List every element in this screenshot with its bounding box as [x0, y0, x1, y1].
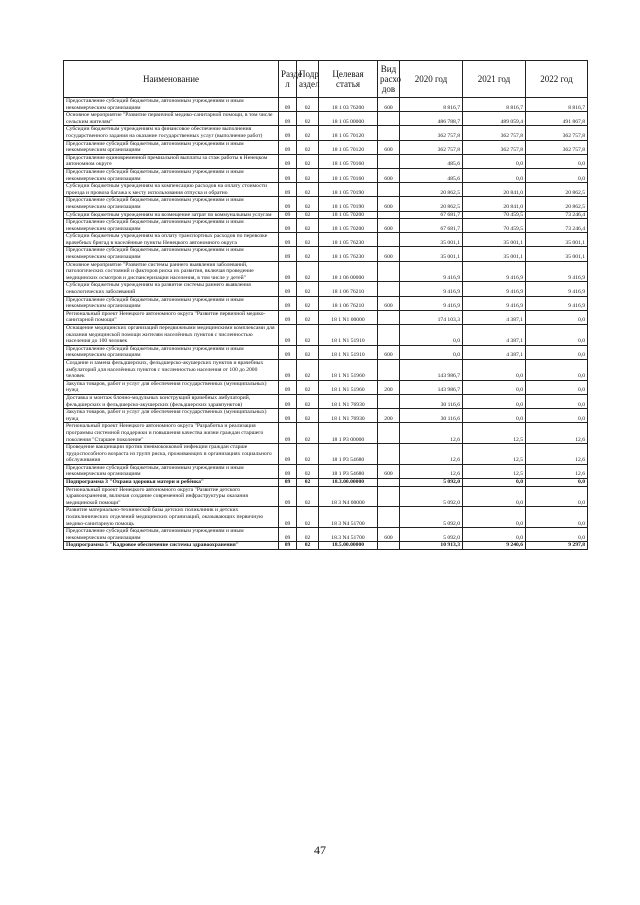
- row-podrazdel: 02: [297, 211, 319, 219]
- table-row: [64, 247, 588, 261]
- row-podrazdel: 02: [297, 154, 319, 168]
- row-razdel: 09: [279, 359, 297, 380]
- row-value-2022: 12,6: [526, 464, 588, 478]
- row-podrazdel: 02: [297, 423, 319, 444]
- row-value-2020: 174 103,3: [400, 310, 463, 324]
- row-expense-type: [378, 486, 400, 507]
- row-razdel: 09: [279, 168, 297, 182]
- row-name: Основное мероприятие "Развитие системы раннего выявления заболеваний, патологических состояний и факторов риска их развития, включая проведение медицинских осмотров и диспансеризации населения, в том числе у детей": [64, 261, 279, 282]
- document-page: [63, 60, 587, 550]
- row-podrazdel: 02: [297, 380, 319, 394]
- row-target-item: 18 1 P3 54680: [319, 444, 378, 465]
- row-podrazdel: 02: [297, 394, 319, 408]
- row-value-2020: 12,6: [400, 464, 463, 478]
- row-razdel: 09: [279, 464, 297, 478]
- table-row: [64, 486, 588, 507]
- row-podrazdel: 02: [297, 310, 319, 324]
- page-number: 47: [314, 843, 326, 857]
- row-value-2022: 0,0: [526, 409, 588, 423]
- row-value-2020: 20 862,5: [400, 197, 463, 211]
- row-name: Субсидии бюджетным учреждениям на финансовое обеспечение выполнения государственного задания на оказание государственных услуг (выполнение работ): [64, 126, 279, 140]
- row-razdel: 09: [279, 423, 297, 444]
- row-name: Региональный проект Ненецкого автономного округа "Разработка и реализация программы системной поддержки и повышения качества жизни граждан старшего поколения "Старшее поколение": [64, 423, 279, 444]
- row-razdel: 09: [279, 542, 297, 550]
- row-value-2022: 491 867,8: [526, 112, 588, 126]
- row-value-2020: 35 001,1: [400, 247, 463, 261]
- row-target-item: 18 1 05 70200: [319, 219, 378, 233]
- row-value-2022: 20 862,5: [526, 197, 588, 211]
- row-expense-type: [378, 126, 400, 140]
- row-target-item: 18 1 05 70120: [319, 140, 378, 154]
- header-year-2020: 2020 год: [400, 61, 463, 98]
- row-value-2021: 9 416,9: [463, 296, 526, 310]
- row-razdel: 09: [279, 154, 297, 168]
- row-razdel: 09: [279, 98, 297, 112]
- row-value-2022: 0,0: [526, 345, 588, 359]
- row-podrazdel: 02: [297, 464, 319, 478]
- row-value-2020: 0,0: [400, 345, 463, 359]
- row-value-2020: 0,0: [400, 325, 463, 346]
- row-name: Предоставление субсидий бюджетным, автономным учреждениям и иным некоммерческим организациям: [64, 345, 279, 359]
- row-value-2020: 9 416,9: [400, 296, 463, 310]
- row-value-2020: 9 416,9: [400, 282, 463, 296]
- row-value-2021: 12,5: [463, 444, 526, 465]
- row-value-2021: 35 001,1: [463, 247, 526, 261]
- table-row: [64, 464, 588, 478]
- row-target-item: 18 1 N1 51910: [319, 345, 378, 359]
- row-razdel: 09: [279, 183, 297, 197]
- row-value-2021: 4 387,1: [463, 325, 526, 346]
- row-value-2020: 12,6: [400, 444, 463, 465]
- header-year-2022: 2022 год: [526, 61, 588, 98]
- row-expense-type: [378, 423, 400, 444]
- row-name: Предоставление субсидий бюджетным, автономным учреждениям и иным некоммерческим организациям: [64, 168, 279, 182]
- row-razdel: 09: [279, 345, 297, 359]
- row-value-2020: 486 788,7: [400, 112, 463, 126]
- row-target-item: 18 1 N1 00000: [319, 310, 378, 324]
- row-value-2020: 9 416,9: [400, 261, 463, 282]
- row-expense-type: [378, 479, 400, 487]
- row-value-2021: 0,0: [463, 528, 526, 542]
- row-value-2022: 9 416,9: [526, 282, 588, 296]
- row-value-2022: 0,0: [526, 507, 588, 528]
- row-target-item: 18 1 03 76200: [319, 98, 378, 112]
- header-podrazdel: Подр аздел: [297, 61, 319, 98]
- row-value-2020: 485,6: [400, 154, 463, 168]
- row-value-2021: 0,0: [463, 380, 526, 394]
- row-expense-type: [378, 325, 400, 346]
- row-value-2020: 5 092,0: [400, 528, 463, 542]
- row-value-2020: 485,6: [400, 168, 463, 182]
- row-value-2020: 30 116,6: [400, 394, 463, 408]
- row-name: Закупка товаров, работ и услуг для обеспечения государственных (муниципальных) нужд: [64, 409, 279, 423]
- row-razdel: 09: [279, 528, 297, 542]
- row-expense-type: [378, 183, 400, 197]
- header-expense-type: Вид расхо дов: [378, 61, 400, 98]
- row-value-2020: 143 986,7: [400, 359, 463, 380]
- budget-table: [63, 60, 588, 550]
- row-razdel: 09: [279, 409, 297, 423]
- table-row: [64, 140, 588, 154]
- row-target-item: 18 1 05 70200: [319, 211, 378, 219]
- row-podrazdel: 02: [297, 409, 319, 423]
- row-name: Создание и замена фельдшерских, фельдшерско-акушерских пунктов и врачебных амбулаторий для населённых пунктов с численностью населения от 100 до 2000 человек: [64, 359, 279, 380]
- row-name: Региональный проект Ненецкого автономного округа "Развитие детского здравоохранения, включая создание современной инфраструктуры оказания медицинской помощи": [64, 486, 279, 507]
- row-target-item: 18 1 05 00000: [319, 112, 378, 126]
- row-value-2021: 9 240,6: [463, 542, 526, 550]
- table-row: [64, 444, 588, 465]
- row-name: Субсидии бюджетным учреждениям на компенсацию расходов на оплату стоимости проезда и провоза багажа к месту использования отпуска и обратно: [64, 183, 279, 197]
- header-target-item: Целевая статья: [319, 61, 378, 98]
- row-razdel: 09: [279, 197, 297, 211]
- row-value-2022: 8 816,7: [526, 98, 588, 112]
- row-name: Предоставление субсидий бюджетным, автономным учреждениям и иным некоммерческим организациям: [64, 140, 279, 154]
- row-expense-type: 600: [378, 98, 400, 112]
- row-value-2020: 5 092,0: [400, 479, 463, 487]
- row-target-item: 18 3 N4 00000: [319, 486, 378, 507]
- row-target-item: 18 1 N1 76930: [319, 394, 378, 408]
- row-target-item: 18 1 N1 76930: [319, 409, 378, 423]
- row-expense-type: [378, 233, 400, 247]
- row-target-item: 18 1 N1 51960: [319, 380, 378, 394]
- row-value-2021: 20 841,0: [463, 197, 526, 211]
- row-podrazdel: 02: [297, 282, 319, 296]
- row-podrazdel: 02: [297, 168, 319, 182]
- header-name: Наименование: [64, 61, 279, 98]
- row-name: Оснащение медицинских организаций передвижными медицинскими комплексами для оказания медицинской помощи жителям населённых пунктов с численностью населения до 100 человек: [64, 325, 279, 346]
- row-expense-type: [378, 154, 400, 168]
- row-target-item: 18 1 05 70190: [319, 183, 378, 197]
- row-expense-type: [378, 359, 400, 380]
- row-value-2020: 35 001,1: [400, 233, 463, 247]
- table-row: [64, 507, 588, 528]
- row-value-2021: 12,5: [463, 464, 526, 478]
- row-target-item: 18 1 06 00000: [319, 261, 378, 282]
- row-value-2022: 12,6: [526, 423, 588, 444]
- row-value-2021: 12,5: [463, 423, 526, 444]
- header-year-2021: 2021 год: [463, 61, 526, 98]
- row-expense-type: 600: [378, 219, 400, 233]
- row-expense-type: [378, 394, 400, 408]
- row-razdel: 09: [279, 296, 297, 310]
- row-target-item: 18 1 05 70120: [319, 126, 378, 140]
- row-podrazdel: 02: [297, 247, 319, 261]
- row-podrazdel: 02: [297, 261, 319, 282]
- row-value-2022: 0,0: [526, 359, 588, 380]
- row-value-2022: 12,6: [526, 444, 588, 465]
- row-expense-type: 200: [378, 380, 400, 394]
- row-value-2020: 362 757,8: [400, 140, 463, 154]
- table-row: [64, 112, 588, 126]
- table-body: [64, 98, 588, 550]
- table-row: [64, 282, 588, 296]
- row-value-2022: 0,0: [526, 528, 588, 542]
- row-value-2021: 0,0: [463, 409, 526, 423]
- table-row: [64, 394, 588, 408]
- row-value-2022: 0,0: [526, 168, 588, 182]
- row-value-2021: 0,0: [463, 168, 526, 182]
- row-target-item: 18 1 N1 51960: [319, 359, 378, 380]
- row-value-2022: 35 001,1: [526, 247, 588, 261]
- table-header-row: [64, 61, 588, 98]
- row-value-2020: 362 757,8: [400, 126, 463, 140]
- row-expense-type: [378, 112, 400, 126]
- row-podrazdel: 02: [297, 183, 319, 197]
- row-target-item: 18 1 06 76210: [319, 282, 378, 296]
- row-razdel: 09: [279, 140, 297, 154]
- row-value-2022: 9 297,8: [526, 542, 588, 550]
- row-value-2021: 9 416,9: [463, 282, 526, 296]
- table-row: [64, 168, 588, 182]
- row-podrazdel: 02: [297, 359, 319, 380]
- row-value-2021: 0,0: [463, 507, 526, 528]
- row-expense-type: 600: [378, 247, 400, 261]
- row-value-2021: 362 757,8: [463, 126, 526, 140]
- row-value-2021: 4 387,1: [463, 345, 526, 359]
- row-value-2021: 4 387,1: [463, 310, 526, 324]
- row-expense-type: 200: [378, 409, 400, 423]
- row-value-2020: 67 681,7: [400, 219, 463, 233]
- row-value-2021: 0,0: [463, 486, 526, 507]
- row-podrazdel: 02: [297, 296, 319, 310]
- row-name: Доставка и монтаж блочно-модульных конструкций врачебных амбулаторий, фельдшерских и фельдшерско-акушерских (фельдшерских здравпунктов): [64, 394, 279, 408]
- row-podrazdel: 02: [297, 98, 319, 112]
- row-podrazdel: 02: [297, 444, 319, 465]
- table-row: [64, 423, 588, 444]
- row-value-2020: 12,6: [400, 423, 463, 444]
- row-expense-type: 600: [378, 464, 400, 478]
- row-value-2022: 0,0: [526, 325, 588, 346]
- row-value-2022: 20 862,5: [526, 183, 588, 197]
- table-row: [64, 380, 588, 394]
- row-razdel: 09: [279, 211, 297, 219]
- row-name: Предоставление субсидий бюджетным, автономным учреждениям и иным некоммерческим организациям: [64, 98, 279, 112]
- row-expense-type: 600: [378, 345, 400, 359]
- row-name: Предоставление субсидий бюджетным, автономным учреждениям и иным некоммерческим организациям: [64, 219, 279, 233]
- row-podrazdel: 02: [297, 325, 319, 346]
- table-row: [64, 359, 588, 380]
- row-razdel: 09: [279, 394, 297, 408]
- row-expense-type: 600: [378, 296, 400, 310]
- row-target-item: 18 1 06 76210: [319, 296, 378, 310]
- row-name: Закупка товаров, работ и услуг для обеспечения государственных (муниципальных) нужд: [64, 380, 279, 394]
- row-value-2021: 0,0: [463, 154, 526, 168]
- row-value-2022: 0,0: [526, 479, 588, 487]
- row-razdel: 09: [279, 310, 297, 324]
- row-value-2021: 0,0: [463, 479, 526, 487]
- table-row: [64, 154, 588, 168]
- row-value-2022: 0,0: [526, 486, 588, 507]
- row-value-2022: 0,0: [526, 154, 588, 168]
- table-row: [64, 409, 588, 423]
- row-value-2020: 10 913,3: [400, 542, 463, 550]
- row-value-2021: 489 059,4: [463, 112, 526, 126]
- row-value-2022: 9 416,9: [526, 261, 588, 282]
- row-name: Субсидии бюджетным учреждениям на развитие системы раннего выявления онкологических заболеваний: [64, 282, 279, 296]
- row-name: Предоставление субсидий бюджетным, автономным учреждениям и иным некоммерческим организациям: [64, 528, 279, 542]
- row-value-2022: 35 001,1: [526, 233, 588, 247]
- row-target-item: 18 1 05 76230: [319, 247, 378, 261]
- row-expense-type: [378, 507, 400, 528]
- row-target-item: 18.3.00.00000: [319, 479, 378, 487]
- row-podrazdel: 02: [297, 345, 319, 359]
- row-podrazdel: 02: [297, 507, 319, 528]
- row-name: Предоставление субсидий бюджетным, автономным учреждениям и иным некоммерческим организациям: [64, 464, 279, 478]
- row-razdel: 09: [279, 233, 297, 247]
- row-podrazdel: 02: [297, 233, 319, 247]
- row-value-2022: 0,0: [526, 380, 588, 394]
- row-name: Региональный проект Ненецкого автономного округа "Развитие первичной медико-санитарной помощи": [64, 310, 279, 324]
- row-value-2021: 20 841,0: [463, 183, 526, 197]
- row-value-2022: 0,0: [526, 394, 588, 408]
- row-razdel: 09: [279, 126, 297, 140]
- row-expense-type: [378, 542, 400, 550]
- row-podrazdel: 02: [297, 479, 319, 487]
- row-razdel: 09: [279, 112, 297, 126]
- row-name: Развитие материально-технической базы детских поликлиник и детских поликлинических отделений медицинских организаций, оказывающих первичную медико-санитарную помощь: [64, 507, 279, 528]
- row-expense-type: 600: [378, 528, 400, 542]
- row-razdel: 09: [279, 261, 297, 282]
- row-name: Основное мероприятие "Развитие первичной медико-санитарной помощи, в том числе сельским жителям": [64, 112, 279, 126]
- row-expense-type: [378, 211, 400, 219]
- row-target-item: 18 1 05 70160: [319, 154, 378, 168]
- row-value-2020: 20 862,5: [400, 183, 463, 197]
- row-podrazdel: 02: [297, 528, 319, 542]
- table-row: [64, 310, 588, 324]
- row-value-2021: 70 459,5: [463, 211, 526, 219]
- row-value-2020: 8 816,7: [400, 98, 463, 112]
- row-name: Подпрограмма 3 "Охрана здоровья матери и ребёнка": [64, 479, 279, 487]
- table-row: [64, 542, 588, 550]
- row-razdel: 09: [279, 479, 297, 487]
- table-row: [64, 325, 588, 346]
- row-razdel: 09: [279, 507, 297, 528]
- table-row: [64, 345, 588, 359]
- row-value-2020: 5 092,0: [400, 486, 463, 507]
- table-row: [64, 197, 588, 211]
- row-name: Подпрограмма 5 "Кадровое обеспечение системы здравоохранения": [64, 542, 279, 550]
- table-row: [64, 528, 588, 542]
- table-row: [64, 126, 588, 140]
- row-value-2021: 8 816,7: [463, 98, 526, 112]
- row-target-item: 18 1 05 76230: [319, 233, 378, 247]
- row-expense-type: [378, 282, 400, 296]
- header-razdel: Разде л: [279, 61, 297, 98]
- row-name: Предоставление субсидий бюджетным, автономным учреждениям и иным некоммерческим организациям: [64, 296, 279, 310]
- row-podrazdel: 02: [297, 197, 319, 211]
- row-razdel: 09: [279, 325, 297, 346]
- row-value-2022: 0,0: [526, 310, 588, 324]
- table-row: [64, 233, 588, 247]
- row-podrazdel: 02: [297, 219, 319, 233]
- row-name: Предоставление единовременной премиальной выплаты за стаж работы в Ненецком автономном округе: [64, 154, 279, 168]
- row-name: Проведение вакцинации против пневмококковой инфекции граждан старше трудоспособного возраста из групп риска, проживающих в организациях социального обслуживания: [64, 444, 279, 465]
- row-target-item: 18 1 05 70190: [319, 197, 378, 211]
- row-razdel: 09: [279, 219, 297, 233]
- table-row: [64, 183, 588, 197]
- row-value-2020: 5 092,0: [400, 507, 463, 528]
- row-target-item: 18.3 N4 51700: [319, 528, 378, 542]
- row-podrazdel: 02: [297, 140, 319, 154]
- row-podrazdel: 02: [297, 486, 319, 507]
- row-expense-type: [378, 444, 400, 465]
- row-name: Предоставление субсидий бюджетным, автономным учреждениям и иным некоммерческим организациям: [64, 197, 279, 211]
- row-value-2022: 362 757,8: [526, 140, 588, 154]
- row-expense-type: [378, 261, 400, 282]
- row-razdel: 09: [279, 486, 297, 507]
- row-value-2020: 30 116,6: [400, 409, 463, 423]
- row-value-2021: 0,0: [463, 394, 526, 408]
- row-value-2021: 70 459,5: [463, 219, 526, 233]
- row-target-item: 18 3 N4 51700: [319, 507, 378, 528]
- row-value-2021: 362 757,8: [463, 140, 526, 154]
- row-name: Субсидии бюджетным учреждениям на оплату транспортных расходов по перевозке врачебных бригад в населённые пункты Ненецкого автономного округа: [64, 233, 279, 247]
- table-row: [64, 211, 588, 219]
- table-row: [64, 479, 588, 487]
- row-target-item: 18.5.00.00000: [319, 542, 378, 550]
- row-name: Предоставление субсидий бюджетным, автономным учреждениям и иным некоммерческим организациям: [64, 247, 279, 261]
- row-value-2022: 9 416,9: [526, 296, 588, 310]
- row-expense-type: [378, 310, 400, 324]
- row-podrazdel: 02: [297, 542, 319, 550]
- row-expense-type: 600: [378, 197, 400, 211]
- row-value-2020: 67 681,7: [400, 211, 463, 219]
- table-row: [64, 219, 588, 233]
- row-target-item: 18 1 P3 54680: [319, 464, 378, 478]
- table-row: [64, 261, 588, 282]
- row-target-item: 18 1 P3 00000: [319, 423, 378, 444]
- row-expense-type: 600: [378, 168, 400, 182]
- row-razdel: 09: [279, 282, 297, 296]
- row-value-2022: 73 246,4: [526, 211, 588, 219]
- row-value-2020: 143 986,7: [400, 380, 463, 394]
- row-target-item: 18 1 N1 51910: [319, 325, 378, 346]
- row-podrazdel: 02: [297, 112, 319, 126]
- row-value-2022: 73 246,4: [526, 219, 588, 233]
- row-value-2021: 35 001,1: [463, 233, 526, 247]
- table-row: [64, 296, 588, 310]
- row-value-2022: 362 757,8: [526, 126, 588, 140]
- row-podrazdel: 02: [297, 126, 319, 140]
- row-value-2021: 0,0: [463, 359, 526, 380]
- row-expense-type: 600: [378, 140, 400, 154]
- row-razdel: 09: [279, 444, 297, 465]
- table-row: [64, 98, 588, 112]
- row-razdel: 09: [279, 247, 297, 261]
- row-name: Субсидии бюджетным учреждениям на возмещение затрат по коммунальным услугам: [64, 211, 279, 219]
- row-razdel: 09: [279, 380, 297, 394]
- row-target-item: 18 1 05 70160: [319, 168, 378, 182]
- row-value-2021: 9 416,9: [463, 261, 526, 282]
